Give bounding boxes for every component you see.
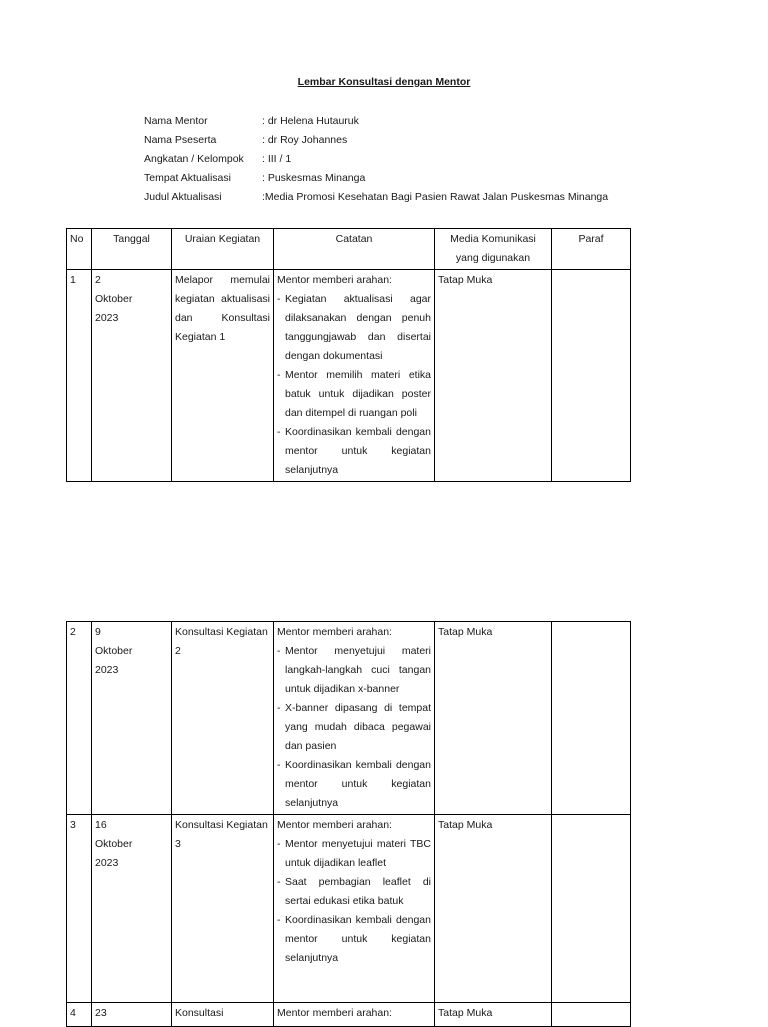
info-label: Judul Aktualisasi — [144, 191, 222, 203]
cell-media: Tatap Muka — [435, 1003, 552, 1027]
cell-catatan: Mentor memberi arahan: — [274, 1003, 435, 1027]
header-no: No — [67, 229, 92, 270]
info-row-angkatan — [144, 152, 608, 171]
table-header-row — [67, 229, 631, 270]
catatan-item: - X-banner dipasang di tempat yang mudah dibaca pegawai dan pasien — [277, 702, 431, 752]
cell-paraf — [552, 270, 631, 482]
table-row — [67, 815, 631, 1003]
cell-uraian: Melapor memulai kegiatan aktualisasi dan Konsultasi Kegiatan 1 — [172, 270, 274, 482]
header-media — [435, 229, 552, 270]
table-row — [67, 622, 631, 815]
tanggal-month: Oktober — [95, 838, 133, 850]
cell-tanggal — [92, 270, 172, 482]
tanggal-year: 2023 — [95, 857, 119, 869]
tanggal-day: 16 — [95, 819, 107, 831]
cell-no: 4 — [67, 1003, 92, 1027]
info-block — [144, 114, 608, 209]
cell-paraf — [552, 622, 631, 815]
cell-tanggal — [92, 815, 172, 1003]
catatan-item: - Kegiatan aktualisasi agar dilaksanakan dengan penuh tanggungjawab dan disertai dengan dokumentasi — [277, 293, 431, 362]
catatan-item: - Saat pembagian leaflet di sertai edukasi etika batuk — [277, 876, 431, 907]
tanggal-year: 2023 — [95, 664, 119, 676]
tanggal-month: Oktober — [95, 293, 133, 305]
tanggal-day: 2 — [95, 274, 101, 286]
consultation-table-2 — [66, 621, 631, 1027]
info-label: Angkatan / Kelompok — [144, 153, 244, 165]
header-paraf: Paraf — [552, 229, 631, 270]
tanggal-year: 2023 — [95, 312, 119, 324]
catatan-item: - Koordinasikan kembali dengan mentor untuk kegiatan selanjutnya — [277, 914, 431, 964]
info-label: Tempat Aktualisasi — [144, 172, 231, 184]
info-label: Nama Pseserta — [144, 134, 217, 146]
cell-catatan — [274, 815, 435, 1003]
tanggal-month: Oktober — [95, 645, 133, 657]
cell-paraf — [552, 1003, 631, 1027]
info-label: Nama Mentor — [144, 115, 208, 127]
info-row-judul — [144, 190, 608, 209]
header-tanggal: Tanggal — [92, 229, 172, 270]
catatan-item: - Koordinasikan kembali dengan mentor untuk kegiatan selanjutnya — [277, 426, 431, 476]
header-uraian: Uraian Kegiatan — [172, 229, 274, 270]
info-value: : dr Helena Hutauruk — [262, 115, 359, 127]
cell-media: Tatap Muka — [435, 270, 552, 482]
catatan-item: - Mentor memilih materi etika batuk untuk dijadikan poster dan ditempel di ruangan poli — [277, 369, 431, 419]
cell-media: Tatap Muka — [435, 815, 552, 1003]
catatan-head: Mentor memberi arahan: — [277, 274, 392, 286]
info-value: : III / 1 — [262, 153, 292, 165]
cell-paraf — [552, 815, 631, 1003]
info-value: :Media Promosi Kesehatan Bagi Pasien Rawat Jalan Puskesmas Minanga — [262, 191, 609, 203]
info-row-tempat — [144, 171, 608, 190]
catatan-head: Mentor memberi arahan: — [277, 819, 392, 831]
table-row — [67, 1003, 631, 1027]
cell-tanggal: 23 — [92, 1003, 172, 1027]
catatan-head: Mentor memberi arahan: — [277, 626, 392, 638]
page-title: Lembar Konsultasi dengan Mentor — [297, 76, 471, 88]
consultation-table-1 — [66, 228, 631, 482]
catatan-item: - Mentor menyetujui materi TBC untuk dijadikan leaflet — [277, 838, 431, 869]
info-value: : Puskesmas Minanga — [262, 172, 366, 184]
cell-no: 2 — [67, 622, 92, 815]
info-value: : dr Roy Johannes — [262, 134, 348, 146]
header-catatan: Catatan — [274, 229, 435, 270]
info-row-peserta — [144, 133, 608, 152]
header-media-line: Media Komunikasi — [450, 233, 536, 245]
cell-no: 3 — [67, 815, 92, 1003]
cell-uraian: Konsultasi Kegiatan 3 — [172, 815, 274, 1003]
cell-no: 1 — [67, 270, 92, 482]
cell-catatan — [274, 622, 435, 815]
cell-uraian: Konsultasi Kegiatan 2 — [172, 622, 274, 815]
cell-tanggal — [92, 622, 172, 815]
catatan-item: - Koordinasikan kembali dengan mentor untuk kegiatan selanjutnya — [277, 759, 431, 809]
cell-media: Tatap Muka — [435, 622, 552, 815]
tanggal-day: 9 — [95, 626, 101, 638]
catatan-item: - Mentor menyetujui materi langkah-langkah cuci tangan untuk dijadikan x-banner — [277, 645, 431, 695]
cell-catatan — [274, 270, 435, 482]
info-row-mentor — [144, 114, 608, 133]
table-row — [67, 270, 631, 482]
header-media-line: yang digunakan — [455, 252, 531, 264]
cell-uraian: Konsultasi — [172, 1003, 274, 1027]
